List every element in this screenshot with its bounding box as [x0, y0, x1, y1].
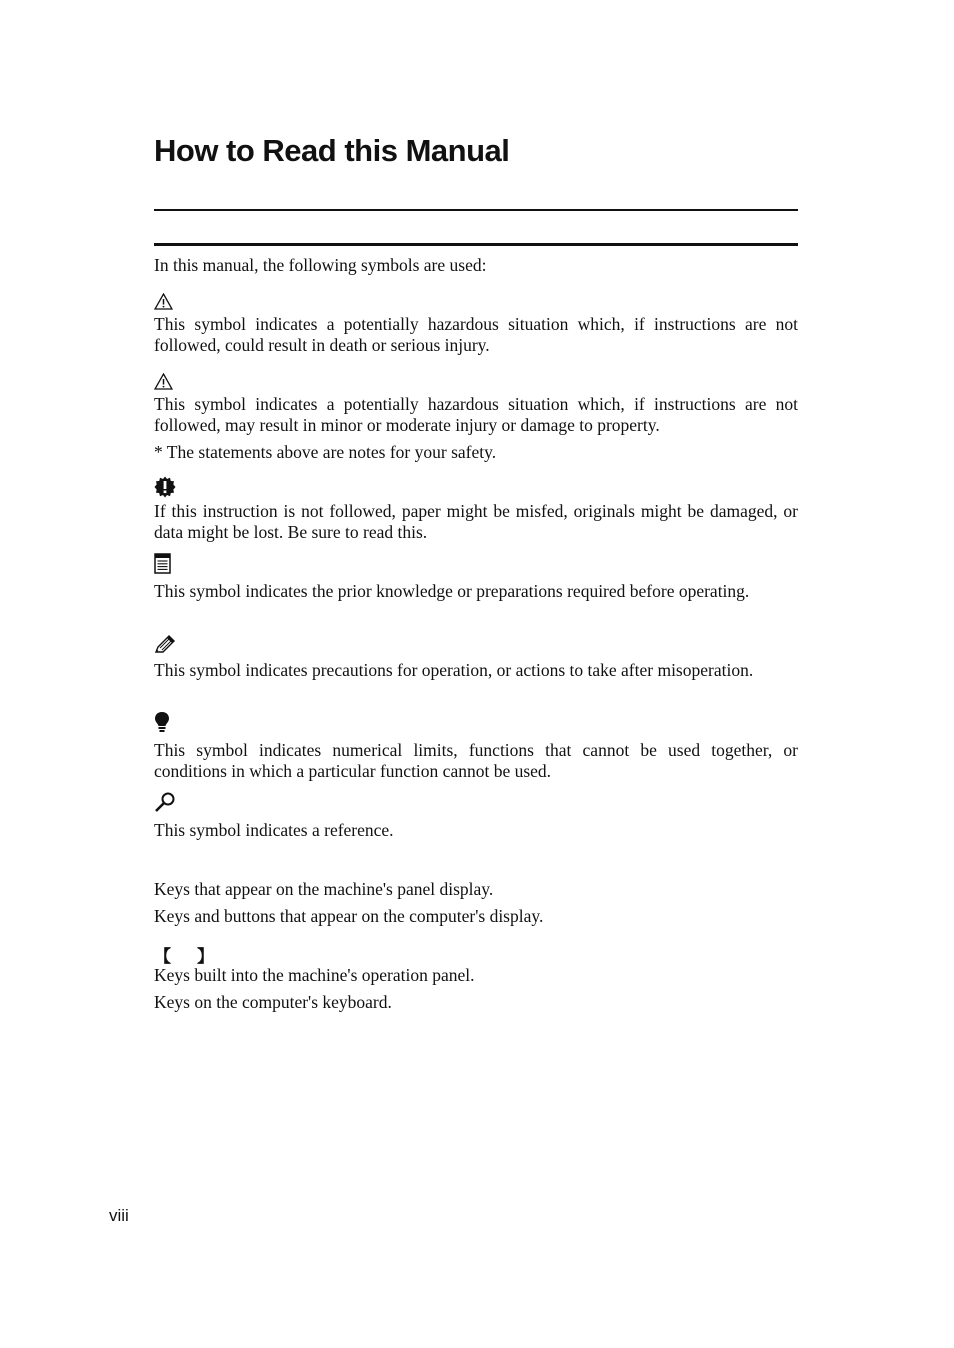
caution-triangle-icon [154, 373, 173, 390]
keyboard-keys-text: Keys on the computer's keyboard. [154, 992, 392, 1012]
warning-triangle-icon [154, 293, 173, 310]
important-text: If this instruction is not followed, paper might be misfed, originals might be damaged, or data might be lost. Be sure to read this. [154, 501, 798, 542]
preparation-notebook-icon [154, 553, 172, 574]
page-title: How to Read this Manual [154, 133, 510, 168]
key-bracket [154, 942, 214, 967]
operation-panel-keys-text: Keys built into the machine's operation panel. [154, 965, 475, 985]
page-number: viii [109, 1206, 129, 1225]
important-seal-icon [154, 476, 176, 498]
computer-display-keys-text: Keys and buttons that appear on the computer's display. [154, 906, 544, 926]
intro-text: In this manual, the following symbols are used: [154, 255, 487, 275]
safety-note: * The statements above are notes for your safety. [154, 442, 497, 462]
title-rule-top [154, 209, 798, 211]
reference-text: This symbol indicates a reference. [154, 820, 394, 840]
note-pencil-icon [154, 634, 176, 654]
preparation-text: This symbol indicates the prior knowledge or preparations required before operating. [154, 581, 750, 601]
bracket-close: 】 [197, 947, 214, 967]
panel-display-keys-text: Keys that appear on the machine's panel display. [154, 879, 494, 899]
caution-text: This symbol indicates a potentially hazardous situation which, if instructions are not followed, may result in minor or moderate injury or damage to property. [154, 394, 798, 435]
bracket-open: 【 [154, 947, 171, 967]
limitation-text: This symbol indicates numerical limits, functions that cannot be used together, or conditions in which a particular function cannot be used. [154, 740, 798, 781]
reference-magnifier-icon [154, 792, 176, 812]
note-text: This symbol indicates precautions for operation, or actions to take after misoperation. [154, 660, 754, 680]
limitation-lightbulb-icon [154, 711, 170, 733]
title-rule-bottom [154, 243, 798, 246]
warning-text: This symbol indicates a potentially hazardous situation which, if instructions are not followed, could result in death or serious injury. [154, 314, 798, 355]
